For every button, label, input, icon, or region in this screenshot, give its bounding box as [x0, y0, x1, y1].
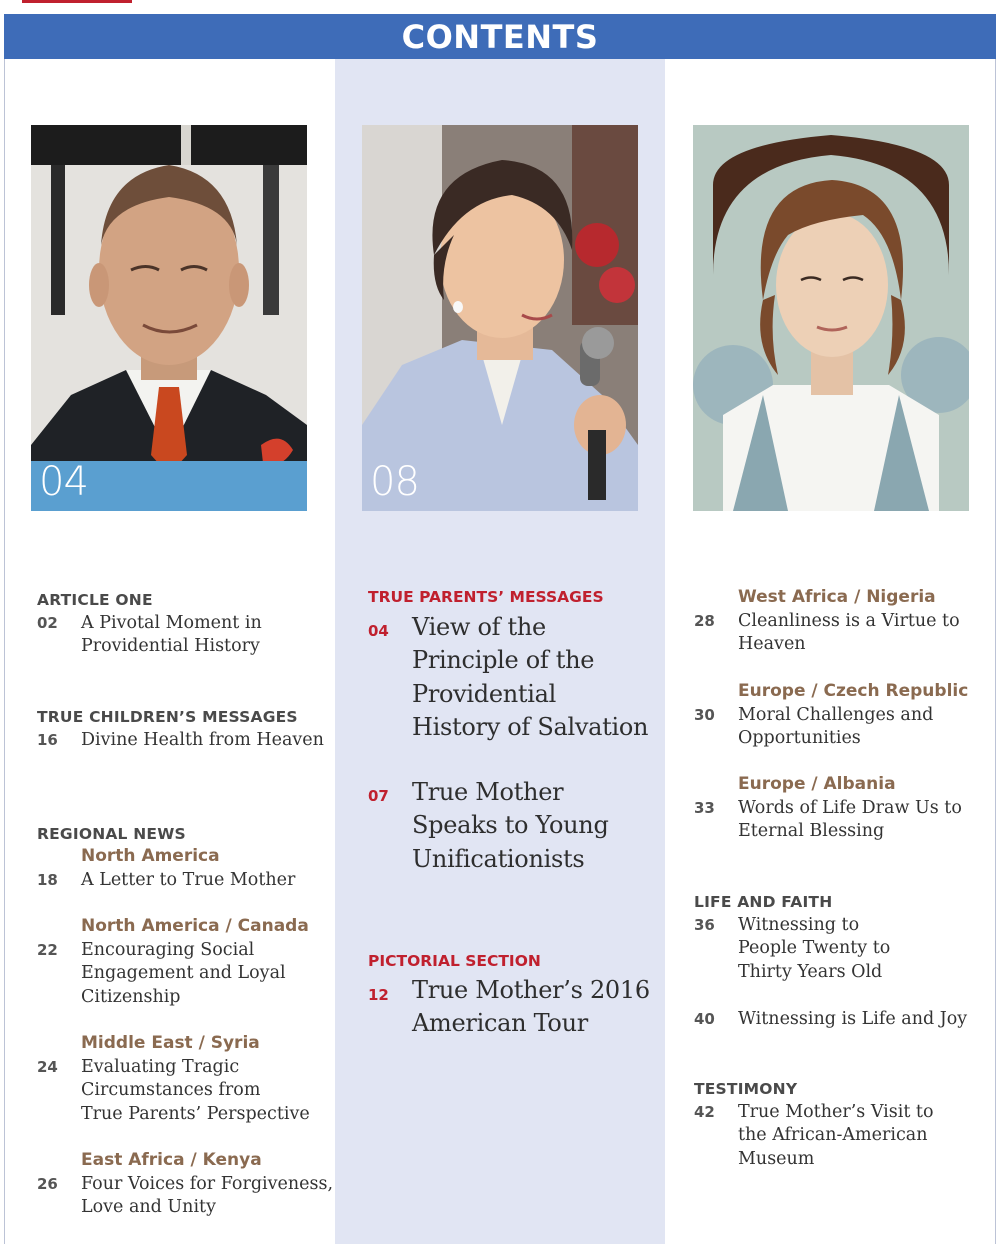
- title-line: A Pivotal Moment in: [81, 613, 262, 633]
- title-line: Witnessing to: [738, 915, 860, 935]
- article-title[interactable]: [81, 1173, 333, 1220]
- title-line: Opportunities: [738, 728, 861, 749]
- elderly-man-portrait-image: [31, 125, 307, 511]
- section-heading-true-parents-messages: TRUE PARENTS’ MESSAGES: [368, 588, 604, 606]
- page-number: 26: [37, 1175, 58, 1193]
- section-heading-regional-news: REGIONAL NEWS: [37, 825, 186, 843]
- section-heading-true-childrens-messages: TRUE CHILDREN’S MESSAGES: [37, 708, 298, 726]
- page-number: 36: [694, 916, 715, 934]
- page-number: 04: [368, 622, 389, 640]
- page-number: 42: [694, 1103, 715, 1121]
- title-line: Divine Health from Heaven: [81, 730, 324, 750]
- title-line: Museum: [738, 1148, 815, 1169]
- title-line: Principle of the: [412, 646, 595, 675]
- title-line: Encouraging Social: [81, 940, 255, 960]
- section-heading-pictorial-section: PICTORIAL SECTION: [368, 952, 541, 970]
- article-title[interactable]: [81, 612, 262, 659]
- title-line: A Letter to True Mother: [81, 870, 296, 890]
- article-title[interactable]: [81, 1056, 310, 1126]
- photo-page-number: 08: [370, 459, 419, 505]
- page-number: 24: [37, 1058, 58, 1076]
- page-number: 12: [368, 986, 389, 1004]
- young-woman-portrait-image: [693, 125, 969, 511]
- region-subheading: North America / Canada: [81, 916, 309, 936]
- page-number: 07: [368, 787, 389, 805]
- page-title: CONTENTS: [401, 17, 599, 56]
- article-title[interactable]: [738, 610, 960, 657]
- title-line: Four Voices for Forgiveness,: [81, 1174, 334, 1194]
- title-line: Love and Unity: [81, 1197, 216, 1218]
- page-number: 18: [37, 871, 58, 889]
- page-number: 28: [694, 612, 715, 630]
- article-title[interactable]: [738, 1008, 967, 1031]
- title-line: American Tour: [412, 1009, 588, 1038]
- article-title[interactable]: [412, 776, 609, 876]
- title-line: Providential History: [81, 636, 260, 657]
- title-line: Cleanliness is a Virtue to: [738, 611, 960, 631]
- title-line: Citizenship: [81, 986, 181, 1007]
- title-line: Heaven: [738, 634, 806, 655]
- page-number: 33: [694, 799, 715, 817]
- title-line: True Mother: [412, 778, 564, 806]
- title-line: Speaks to Young: [412, 811, 609, 840]
- article-title[interactable]: [738, 914, 890, 984]
- photo-article-one[interactable]: [31, 125, 307, 511]
- title-line: the African-American: [738, 1125, 928, 1146]
- region-subheading: North America: [81, 846, 220, 866]
- region-subheading: Europe / Czech Republic: [738, 681, 969, 701]
- photo-page-number: 04: [39, 459, 88, 505]
- title-line: History of Salvation: [412, 712, 649, 741]
- region-subheading: East Africa / Kenya: [81, 1150, 262, 1170]
- page-number: 02: [37, 614, 58, 632]
- article-title[interactable]: [81, 869, 295, 892]
- page-number: 16: [37, 731, 58, 749]
- region-subheading: Middle East / Syria: [81, 1033, 260, 1053]
- title-line: Eternal Blessing: [738, 821, 885, 842]
- article-title[interactable]: [412, 974, 650, 1041]
- title-line: Evaluating Tragic: [81, 1057, 240, 1077]
- page-number: 30: [694, 706, 715, 724]
- photo-true-parents-messages[interactable]: [362, 125, 638, 511]
- region-subheading: West Africa / Nigeria: [738, 587, 936, 607]
- title-line: People Twenty to: [738, 938, 891, 959]
- title-line: Providential: [412, 679, 557, 708]
- title-line: Witnessing is Life and Joy: [738, 1009, 968, 1029]
- article-title[interactable]: [738, 1101, 933, 1171]
- title-line: Thirty Years Old: [738, 961, 883, 982]
- section-heading-article-one: ARTICLE ONE: [37, 591, 153, 609]
- page-number: 22: [37, 941, 58, 959]
- woman-speaking-portrait-image: [362, 125, 638, 511]
- contents-header-band: [4, 14, 996, 59]
- article-title[interactable]: [81, 939, 286, 1009]
- page-number: 40: [694, 1010, 715, 1028]
- title-line: View of the: [412, 613, 546, 641]
- title-line: Unificationists: [412, 844, 585, 873]
- article-title[interactable]: [738, 797, 962, 844]
- photo-regional-news[interactable]: [693, 125, 969, 511]
- top-accent-line: [22, 0, 132, 3]
- section-heading-testimony: TESTIMONY: [694, 1080, 798, 1098]
- title-line: True Mother’s Visit to: [738, 1102, 934, 1122]
- region-subheading: Europe / Albania: [738, 774, 896, 794]
- title-line: True Parents’ Perspective: [81, 1103, 310, 1124]
- section-heading-life-and-faith: LIFE AND FAITH: [694, 893, 833, 911]
- article-title[interactable]: [412, 611, 648, 744]
- title-line: Words of Life Draw Us to: [738, 798, 962, 818]
- title-line: Circumstances from: [81, 1080, 261, 1101]
- article-title[interactable]: [738, 704, 933, 751]
- article-title[interactable]: [81, 729, 324, 752]
- title-line: Moral Challenges and: [738, 705, 934, 725]
- title-line: Engagement and Loyal: [81, 963, 286, 984]
- title-line: True Mother’s 2016: [412, 976, 650, 1004]
